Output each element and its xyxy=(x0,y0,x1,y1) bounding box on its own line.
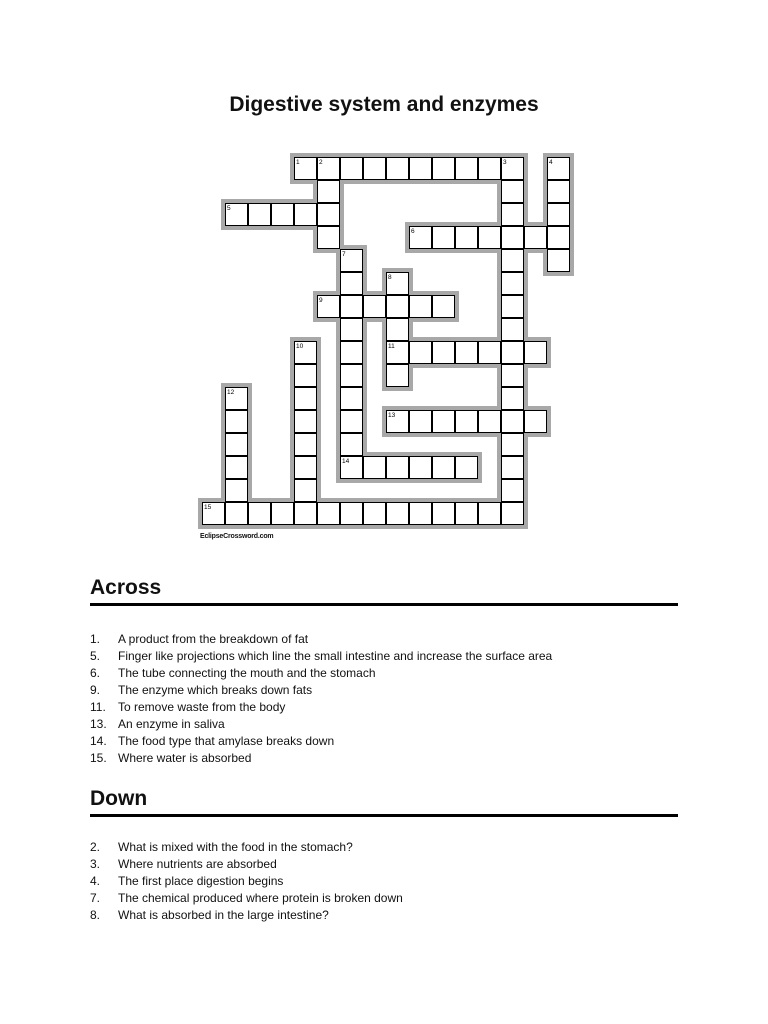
grid-cell[interactable] xyxy=(410,342,432,364)
clue-text: Where nutrients are absorbed xyxy=(118,857,277,871)
clue-number-label: 14 xyxy=(342,458,350,465)
grid-cell[interactable] xyxy=(295,411,317,433)
down-clue xyxy=(90,873,690,890)
grid-cell[interactable] xyxy=(318,227,340,249)
grid-cell[interactable] xyxy=(410,296,432,318)
down-heading: Down xyxy=(90,787,678,817)
grid-cell[interactable] xyxy=(479,158,501,180)
across-clue xyxy=(90,648,690,665)
across-clue-list xyxy=(90,631,690,767)
grid-cell[interactable] xyxy=(433,158,455,180)
grid-cell[interactable] xyxy=(502,227,524,249)
credit-text: EclipseCrossword.com xyxy=(200,533,274,540)
down-clue xyxy=(90,839,690,856)
grid-cell[interactable] xyxy=(525,411,547,433)
clue-text: Where water is absorbed xyxy=(118,751,252,765)
clue-text: The tube connecting the mouth and the stomach xyxy=(118,666,376,680)
grid-cell[interactable] xyxy=(272,503,294,525)
grid-cell[interactable] xyxy=(433,503,455,525)
clue-text: What is absorbed in the large intestine? xyxy=(118,908,329,922)
grid-cell[interactable] xyxy=(295,457,317,479)
grid-cell[interactable] xyxy=(433,227,455,249)
grid-cell[interactable] xyxy=(341,434,363,456)
grid-cell[interactable] xyxy=(295,503,317,525)
grid-cell[interactable] xyxy=(479,503,501,525)
grid-cell[interactable] xyxy=(341,319,363,341)
grid-cell[interactable] xyxy=(502,273,524,295)
grid-cell[interactable] xyxy=(387,319,409,341)
grid-cell[interactable] xyxy=(433,296,455,318)
grid-cell[interactable] xyxy=(318,204,340,226)
clue-number: 4. xyxy=(90,874,101,888)
clue-text: The food type that amylase breaks down xyxy=(118,734,335,748)
across-heading: Across xyxy=(90,576,678,606)
across-clue xyxy=(90,665,690,682)
clue-number: 11. xyxy=(90,700,106,714)
grid-cell[interactable] xyxy=(525,227,547,249)
grid-cell[interactable] xyxy=(502,296,524,318)
clue-number: 1. xyxy=(90,632,101,646)
clue-number: 14. xyxy=(90,734,107,748)
grid-cell[interactable] xyxy=(456,411,478,433)
grid-cell[interactable] xyxy=(226,434,248,456)
grid-cell[interactable] xyxy=(341,273,363,295)
grid-cell[interactable] xyxy=(410,503,432,525)
grid-cell[interactable] xyxy=(456,227,478,249)
clue-number-label: 8 xyxy=(388,274,392,281)
grid-cell[interactable] xyxy=(548,181,570,203)
grid-cell[interactable] xyxy=(502,181,524,203)
grid-cell[interactable] xyxy=(387,296,409,318)
grid-cell[interactable] xyxy=(295,204,317,226)
grid-cell[interactable] xyxy=(226,457,248,479)
clue-number-label: 3 xyxy=(503,159,507,166)
grid-cell[interactable] xyxy=(479,411,501,433)
grid-cell[interactable] xyxy=(410,158,432,180)
grid-cell[interactable] xyxy=(387,503,409,525)
grid-cell[interactable] xyxy=(502,250,524,272)
across-clue xyxy=(90,733,690,750)
clue-number-label: 5 xyxy=(227,205,231,212)
grid-cell[interactable] xyxy=(479,227,501,249)
grid-cell[interactable] xyxy=(433,342,455,364)
grid-cell[interactable] xyxy=(548,250,570,272)
grid-cell[interactable] xyxy=(364,296,386,318)
clue-number: 5. xyxy=(90,649,101,663)
grid-cell[interactable] xyxy=(548,204,570,226)
grid-cell[interactable] xyxy=(249,503,271,525)
grid-cell[interactable] xyxy=(502,434,524,456)
clue-number-label: 1 xyxy=(296,159,300,166)
grid-cell[interactable] xyxy=(341,411,363,433)
grid-cell[interactable] xyxy=(226,503,248,525)
grid-cell[interactable] xyxy=(295,388,317,410)
grid-cell[interactable] xyxy=(341,158,363,180)
grid-cell[interactable] xyxy=(249,204,271,226)
clue-text: The enzyme which breaks down fats xyxy=(118,683,313,697)
clue-number-label: 13 xyxy=(388,412,396,419)
grid-cell[interactable] xyxy=(456,158,478,180)
clue-number: 13. xyxy=(90,717,107,731)
clue-number: 6. xyxy=(90,666,101,680)
grid-cell[interactable] xyxy=(548,227,570,249)
down-clue xyxy=(90,856,690,873)
grid-cell[interactable] xyxy=(364,158,386,180)
grid-cell[interactable] xyxy=(456,342,478,364)
clue-text: An enzyme in saliva xyxy=(118,717,225,731)
grid-cell[interactable] xyxy=(387,365,409,387)
grid-cell[interactable] xyxy=(295,480,317,502)
grid-cell[interactable] xyxy=(479,342,501,364)
clue-text: The first place digestion begins xyxy=(118,874,284,888)
grid-cell[interactable] xyxy=(433,411,455,433)
grid-cell[interactable] xyxy=(502,204,524,226)
clue-number-label: 4 xyxy=(549,159,553,166)
down-clue-list xyxy=(90,839,690,924)
grid-cell[interactable] xyxy=(502,503,524,525)
grid-cell[interactable] xyxy=(456,503,478,525)
grid-cell[interactable] xyxy=(410,411,432,433)
grid-cell[interactable] xyxy=(364,457,386,479)
across-clue xyxy=(90,631,690,648)
clue-number-label: 6 xyxy=(411,228,415,235)
page-title: Digestive system and enzymes xyxy=(229,93,539,116)
grid-cell[interactable] xyxy=(318,181,340,203)
grid-cell[interactable] xyxy=(502,411,524,433)
down-clue xyxy=(90,890,690,907)
grid-cell[interactable] xyxy=(341,388,363,410)
clue-number-label: 11 xyxy=(388,343,395,350)
clue-number-label: 15 xyxy=(204,504,212,511)
grid-cell[interactable] xyxy=(502,365,524,387)
clue-number-label: 7 xyxy=(342,251,346,258)
grid-cell[interactable] xyxy=(318,503,340,525)
grid-cell[interactable] xyxy=(295,365,317,387)
clue-text: To remove waste from the body xyxy=(118,700,286,714)
grid-cell[interactable] xyxy=(295,434,317,456)
grid-cell[interactable] xyxy=(502,388,524,410)
across-clue xyxy=(90,682,690,699)
grid-cell[interactable] xyxy=(341,365,363,387)
clue-number: 15. xyxy=(90,751,107,765)
grid-cell[interactable] xyxy=(387,457,409,479)
across-clue xyxy=(90,750,690,767)
grid-cell[interactable] xyxy=(226,411,248,433)
clue-number: 3. xyxy=(90,857,101,871)
clue-text: A product from the breakdown of fat xyxy=(118,632,309,646)
grid-cell[interactable] xyxy=(387,158,409,180)
clue-number-label: 2 xyxy=(319,159,323,166)
clue-number: 8. xyxy=(90,908,101,922)
grid-cell[interactable] xyxy=(272,204,294,226)
grid-cell[interactable] xyxy=(433,457,455,479)
grid-cell[interactable] xyxy=(525,342,547,364)
clue-number: 7. xyxy=(90,891,101,905)
across-clue xyxy=(90,699,690,716)
grid-cell[interactable] xyxy=(341,296,363,318)
grid-cell[interactable] xyxy=(502,342,524,364)
clue-text: The chemical produced where protein is broken down xyxy=(118,891,403,905)
clue-number-label: 12 xyxy=(227,389,235,396)
grid-cell[interactable] xyxy=(502,480,524,502)
grid-cell[interactable] xyxy=(226,480,248,502)
clue-text: Finger like projections which line the small intestine and increase the surface area xyxy=(118,649,553,663)
grid-cell[interactable] xyxy=(410,457,432,479)
grid-cell[interactable] xyxy=(341,503,363,525)
grid-cell[interactable] xyxy=(341,342,363,364)
grid-cell[interactable] xyxy=(364,503,386,525)
across-clue xyxy=(90,716,690,733)
grid-cell[interactable] xyxy=(502,319,524,341)
clue-number: 9. xyxy=(90,683,101,697)
clue-text: What is mixed with the food in the stomach? xyxy=(118,840,353,854)
grid-cell[interactable] xyxy=(502,457,524,479)
down-clue xyxy=(90,907,690,924)
clue-number-label: 9 xyxy=(319,297,323,304)
grid-cell[interactable] xyxy=(456,457,478,479)
clue-number-label: 10 xyxy=(296,343,304,350)
crossword-grid[interactable] xyxy=(198,153,553,545)
clue-number: 2. xyxy=(90,840,101,854)
